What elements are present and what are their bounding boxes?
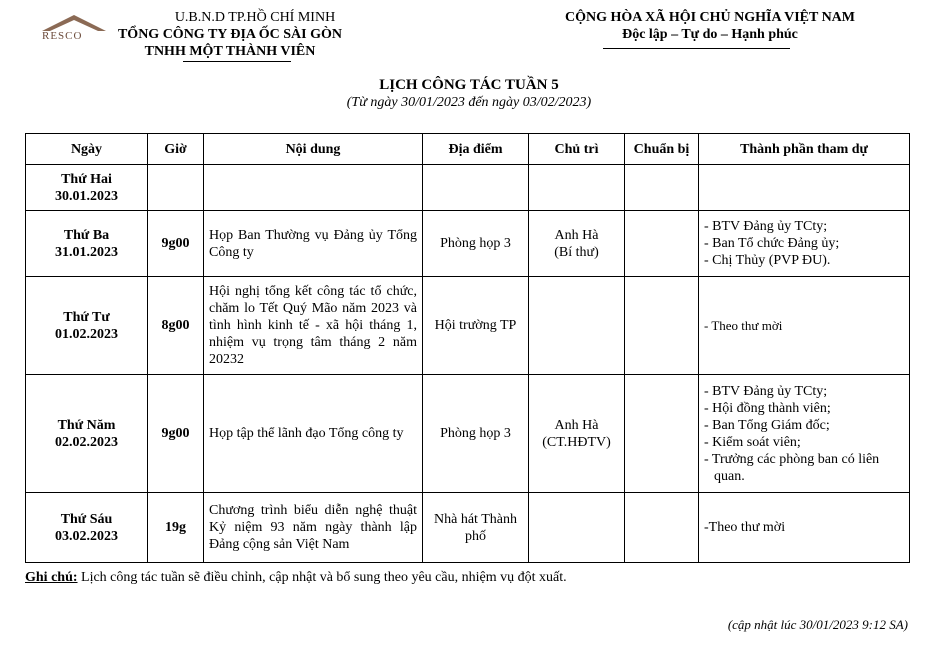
participant: quan. bbox=[714, 468, 745, 484]
weekday: Thứ Tư bbox=[63, 309, 110, 325]
chair-cell bbox=[529, 375, 625, 493]
date: 30.01.2023 bbox=[55, 188, 118, 204]
date-cell bbox=[26, 211, 148, 277]
location-cell: Phòng họp 3 bbox=[423, 375, 529, 493]
page-title: LỊCH CÔNG TÁC TUẦN 5 bbox=[379, 77, 559, 93]
content-cell: Họp Ban Thường vụ Đảng ủy Tổng Công ty bbox=[204, 211, 423, 277]
date-cell bbox=[26, 375, 148, 493]
prep-cell bbox=[625, 211, 699, 277]
table-row bbox=[26, 493, 910, 563]
prep-cell bbox=[625, 375, 699, 493]
header-day: Ngày bbox=[26, 134, 148, 165]
updated-timestamp: (cập nhật lúc 30/01/2023 9:12 SA) bbox=[727, 617, 908, 632]
time-cell: 9g00 bbox=[148, 375, 204, 493]
location-cell: Nhà hát Thành phố bbox=[423, 493, 529, 563]
header-time: Giờ bbox=[148, 134, 204, 165]
national-motto: Độc lập – Tự do – Hạnh phúc bbox=[622, 27, 798, 42]
content-cell: Chương trình biểu diễn nghệ thuật Kỷ niệm 93 năm ngày thành lập Đảng cộng sản Việt Nam bbox=[204, 493, 423, 563]
header-preparation: Chuẩn bị bbox=[625, 134, 699, 165]
national-title: CỘNG HÒA XÃ HỘI CHỦ NGHĨA VIỆT NAM bbox=[564, 10, 855, 25]
date-cell bbox=[26, 165, 148, 211]
chair-role: (CT.HĐTV) bbox=[542, 434, 611, 450]
date: 01.02.2023 bbox=[55, 326, 118, 342]
weekday: Thứ Năm bbox=[57, 417, 116, 433]
logo-text: RESCO bbox=[42, 30, 83, 42]
table-header-row bbox=[26, 134, 910, 165]
location-cell: Phòng họp 3 bbox=[423, 211, 529, 277]
weekday: Thứ Ba bbox=[63, 227, 110, 243]
weekday: Thứ Sáu bbox=[60, 511, 113, 527]
participant: - Chị Thủy (PVP ĐU). bbox=[704, 253, 831, 268]
header-right-divider bbox=[603, 48, 790, 49]
chair-cell bbox=[529, 493, 625, 563]
note-label: Ghi chú: bbox=[25, 570, 78, 585]
participant: - Theo thư mời bbox=[704, 318, 783, 333]
participant: - BTV Đảng ủy TCty; bbox=[704, 219, 828, 234]
time-cell: 8g00 bbox=[148, 277, 204, 375]
chair-cell bbox=[529, 165, 625, 211]
time-cell: 9g00 bbox=[148, 211, 204, 277]
schedule-table bbox=[25, 133, 910, 563]
participant: - Trưởng các phòng ban có liên bbox=[704, 451, 880, 467]
note-text: Lịch công tác tuần sẽ điều chỉnh, cập nhật và bổ sung theo yêu cầu, nhiệm vụ đột xuất. bbox=[77, 570, 567, 585]
date: 31.01.2023 bbox=[55, 244, 118, 260]
header-left-divider bbox=[183, 61, 291, 62]
time-cell: 19g bbox=[148, 493, 204, 563]
date-cell bbox=[26, 493, 148, 563]
header-participants: Thành phần tham dự bbox=[699, 134, 910, 165]
chair-role: (Bí thư) bbox=[554, 244, 599, 260]
table-row bbox=[26, 211, 910, 277]
header-location: Địa điểm bbox=[423, 134, 529, 165]
participants-cell bbox=[699, 493, 910, 563]
participant: - Hội đồng thành viên; bbox=[704, 400, 831, 416]
participants-cell bbox=[699, 165, 910, 211]
date: 03.02.2023 bbox=[55, 528, 118, 544]
participant: - Ban Tổng Giám đốc; bbox=[704, 417, 830, 433]
participant: - Ban Tổ chức Đảng ủy; bbox=[704, 236, 840, 251]
weekday: Thứ Hai bbox=[61, 171, 112, 187]
participants-cell bbox=[699, 277, 910, 375]
chair-cell bbox=[529, 211, 625, 277]
chair-cell bbox=[529, 277, 625, 375]
content-cell bbox=[204, 165, 423, 211]
participants-cell bbox=[699, 375, 910, 493]
date-cell bbox=[26, 277, 148, 375]
participant: - Kiểm soát viên; bbox=[704, 434, 801, 450]
chair-name: Anh Hà bbox=[554, 227, 599, 243]
org-line-1: U.B.N.D TP.HỒ CHÍ MINH bbox=[174, 10, 336, 25]
header-chair: Chủ trì bbox=[529, 134, 625, 165]
org-line-3: TNHH MỘT THÀNH VIÊN bbox=[144, 44, 316, 59]
prep-cell bbox=[625, 277, 699, 375]
table-row bbox=[26, 277, 910, 375]
location-cell: Hội trường TP bbox=[423, 277, 529, 375]
participant: -Theo thư mời bbox=[704, 520, 786, 535]
header-content: Nội dung bbox=[204, 134, 423, 165]
prep-cell bbox=[625, 493, 699, 563]
table-row bbox=[26, 165, 910, 211]
table-row bbox=[26, 375, 910, 493]
content-cell: Hội nghị tổng kết công tác tổ chức, chăm lo Tết Quý Mão năm 2023 và tình hình kinh tế - xã hội tháng 1, nhiệm vụ trọng tâm tháng 2 năm 20232 bbox=[204, 277, 423, 375]
org-line-2: TỔNG CÔNG TY ĐỊA ỐC SÀI GÒN bbox=[117, 27, 343, 42]
page-subtitle: (Từ ngày 30/01/2023 đến ngày 03/02/2023) bbox=[346, 95, 592, 110]
date: 02.02.2023 bbox=[55, 434, 118, 450]
note bbox=[25, 570, 567, 586]
chair-name: Anh Hà bbox=[554, 417, 599, 433]
content-cell: Họp tập thể lãnh đạo Tổng công ty bbox=[204, 375, 423, 493]
participants-cell bbox=[699, 211, 910, 277]
participant: - BTV Đảng ủy TCty; bbox=[704, 383, 828, 399]
resco-logo bbox=[40, 13, 108, 43]
time-cell bbox=[148, 165, 204, 211]
location-cell bbox=[423, 165, 529, 211]
prep-cell bbox=[625, 165, 699, 211]
